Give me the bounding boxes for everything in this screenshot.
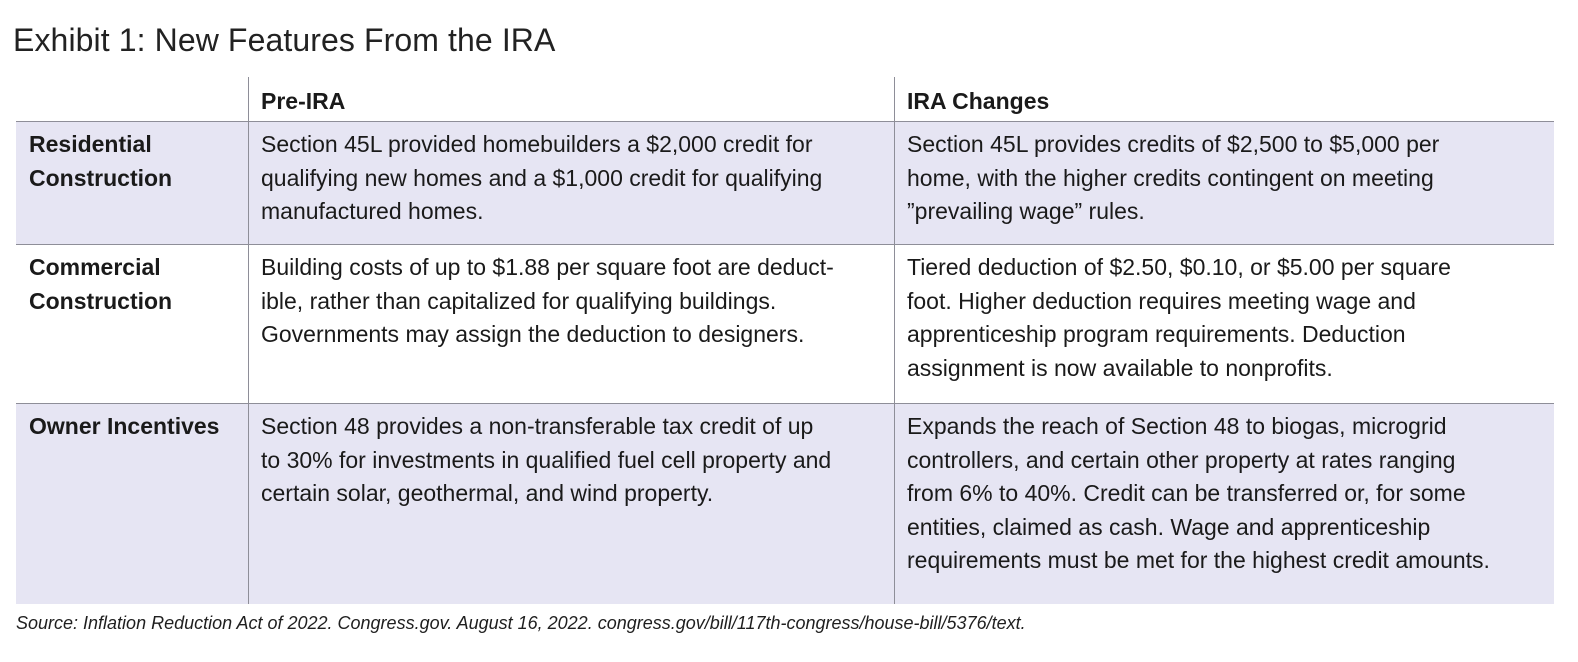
cell-owner-ira-changes: Expands the reach of Section 48 to biogas, microgrid controllers, and certain other property at rates ranging from 6% to 40%. Credit can be transferred or, for some entities, claimed as cash. Wage and apprenticeship requirements must be met for the highest credit amounts. [894,404,1554,604]
row-label-commercial: Commercial Construction [16,244,248,404]
header-pre-ira: Pre-IRA [248,77,894,122]
cell-owner-pre-ira: Section 48 provides a non-transferable tax credit of up to 30% for investments in qualified fuel cell property and certain solar, geothermal, and wind property. [248,404,894,604]
cell-residential-pre-ira: Section 45L provided homebuilders a $2,000 credit for qualifying new homes and a $1,000 credit for qualifying manufactured homes. [248,122,894,244]
cell-residential-ira-changes: Section 45L provides credits of $2,500 to $5,000 per home, with the higher credits contingent on meeting ”prevailing wage” rules. [894,122,1554,244]
row-label-owner-incentives: Owner Incentives [16,404,248,604]
source-note: Source: Inflation Reduction Act of 2022. Congress.gov. August 16, 2022. congress.gov/bill/117th-congress/house-bill/5376/text. [16,613,1026,633]
exhibit-title: Exhibit 1: New Features From the IRA [13,22,556,58]
header-ira-changes: IRA Changes [894,77,1554,122]
table-grid [16,77,1554,604]
header-empty-cell [16,77,248,122]
cell-commercial-pre-ira: Building costs of up to $1.88 per square foot are deduct- ible, rather than capitalized for qualifying buildings. Governments may assign the deduction to designers. [248,244,894,404]
cell-commercial-ira-changes: Tiered deduction of $2.50, $0.10, or $5.00 per square foot. Higher deduction requires meeting wage and apprenticeship program requirements. Deduction assignment is now available to nonprofits. [894,244,1554,404]
ira-comparison-table [16,77,1554,604]
row-label-residential: Residential Construction [16,122,248,244]
